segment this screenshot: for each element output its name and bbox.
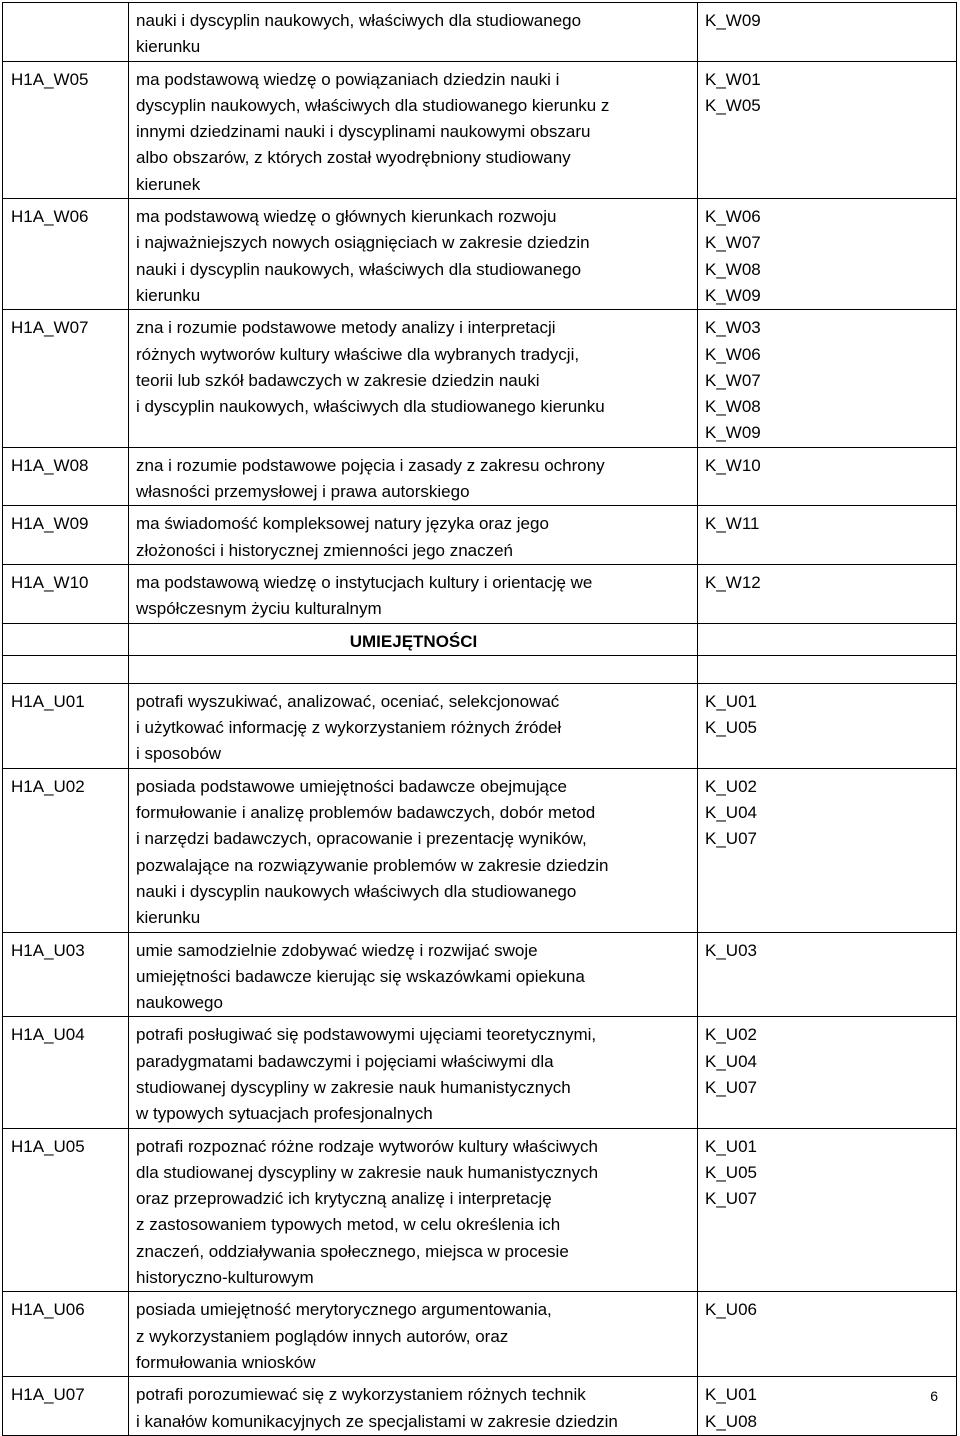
description-line: ma podstawową wiedzę o powiązaniach dziedzin nauki i [136,69,560,89]
ref-code: K_U05 [705,718,757,738]
outcome-refs [698,61,957,198]
description-line: umie samodzielnie zdobywać wiedzę i rozwijać swoje [136,940,538,960]
outcome-description [129,1292,698,1377]
description-line: nauki i dyscyplin naukowych, właściwych dla studiowanego [136,11,582,30]
ref-code: K_U01 [705,1385,757,1405]
outcome-refs [698,932,957,1017]
description-line: ma podstawową wiedzę o głównych kierunkach rozwoju [136,207,557,227]
ref-code: K_W03 [705,318,761,338]
description-line: studiowanej dyscypliny w zakresie nauk humanistycznych [136,1077,571,1097]
outcome-refs [698,3,957,62]
description-line: i narzędzi badawczych, opracowanie i prezentację wyników, [136,829,587,849]
outcome-description [129,564,698,623]
description-line: naukowego [136,993,223,1013]
table-row [3,447,957,506]
ref-code: K_U06 [705,1300,757,1320]
outcome-code: H1A_W08 [3,447,129,506]
outcome-description [129,199,698,310]
table-row [3,932,957,1017]
ref-code: K_W09 [705,11,761,30]
table-row [3,61,957,198]
description-line: kierunku [136,37,201,57]
ref-code: K_U04 [705,1051,757,1071]
ref-code: K_W09 [705,285,761,305]
outcome-refs [698,447,957,506]
description-line: teorii lub szkół badawczych w zakresie dziedzin nauki [136,370,540,390]
description-line: dyscyplin naukowych, właściwych dla studiowanego kierunku z [136,95,610,115]
outcome-code: H1A_U03 [3,932,129,1017]
outcome-description [129,1377,698,1436]
outcome-code: H1A_W07 [3,310,129,447]
table-row [3,1128,957,1292]
learning-outcomes-table [2,2,957,1436]
outcome-code: H1A_U06 [3,1292,129,1377]
table-row [3,564,957,623]
description-line: potrafi posługiwać się podstawowymi ujęciami teoretycznymi, [136,1025,597,1045]
ref-code: K_U03 [705,940,757,960]
description-line: z wykorzystaniem poglądów innych autorów, oraz [136,1326,509,1346]
ref-code: K_U08 [705,1411,757,1431]
description-line: albo obszarów, z których został wyodrębniony studiowany [136,148,571,168]
ref-code: K_U07 [705,1077,757,1097]
outcome-code: H1A_W05 [3,61,129,198]
description-line: różnych wytworów kultury właściwe dla wybranych tradycji, [136,344,580,364]
outcome-code: H1A_U01 [3,683,129,768]
outcome-code: H1A_W09 [3,506,129,565]
ref-code: K_U02 [705,1025,757,1045]
outcome-description [129,683,698,768]
description-line: złożoności i historycznej zmienności jego znaczeń [136,540,514,560]
description-line: historyczno-kulturowym [136,1268,314,1288]
table-row [3,199,957,310]
outcome-refs [698,506,957,565]
description-line: innymi dziedzinami nauki i dyscyplinami naukowymi obszaru [136,122,591,142]
table-row [3,683,957,768]
section-heading-skills: UMIEJĘTNOŚCI [129,623,698,655]
description-line: dla studiowanej dyscypliny w zakresie nauk humanistycznych [136,1162,599,1182]
outcome-code: H1A_U02 [3,768,129,932]
outcome-description [129,1017,698,1128]
ref-code: K_U07 [705,1189,757,1209]
description-line: formułowania wniosków [136,1352,316,1372]
ref-code: K_W07 [705,370,761,390]
outcome-refs [698,768,957,932]
outcome-refs [698,310,957,447]
description-line: potrafi rozpoznać różne rodzaje wytworów kultury właściwych [136,1136,599,1156]
ref-code: K_W09 [705,423,761,443]
outcome-description [129,932,698,1017]
skills-section [3,683,957,1435]
description-line: kierunku [136,908,201,928]
outcome-code [3,3,129,62]
description-line: ma świadomość kompleksowej natury języka oraz jego [136,514,549,534]
outcome-description [129,61,698,198]
description-line: umiejętności badawcze kierując się wskazówkami opiekuna [136,966,585,986]
knowledge-section [3,3,957,624]
description-line: z zastosowaniem typowych metod, w celu określenia ich [136,1215,561,1235]
description-line: nauki i dyscyplin naukowych właściwych dla studiowanego [136,881,577,901]
description-line: zna i rozumie podstawowe metody analizy i interpretacji [136,318,556,338]
outcome-code: H1A_W06 [3,199,129,310]
ref-code: K_W08 [705,397,761,417]
description-line: potrafi wyszukiwać, analizować, oceniać, selekcjonować [136,691,560,711]
description-line: i użytkować informację z wykorzystaniem różnych źródeł [136,718,562,738]
table-row [3,1292,957,1377]
table-row [3,3,957,62]
ref-code: K_W06 [705,344,761,364]
description-line: kierunku [136,285,201,305]
ref-code: K_U04 [705,803,757,823]
ref-code: K_W08 [705,259,761,279]
ref-code: K_W10 [705,455,761,475]
outcome-code: H1A_U05 [3,1128,129,1292]
description-line: formułowanie i analizę problemów badawczych, dobór metod [136,803,596,823]
ref-code: K_W05 [705,95,761,115]
outcome-code: H1A_U07 [3,1377,129,1436]
description-line: własności przemysłowej i prawa autorskiego [136,482,470,502]
ref-code: K_U01 [705,1136,757,1156]
outcome-description [129,447,698,506]
description-line: i kanałów komunikacyjnych ze specjalistami w zakresie dziedzin [136,1411,618,1431]
ref-code: K_W12 [705,572,761,592]
description-line: ma podstawową wiedzę o instytucjach kultury i orientację we [136,572,593,592]
table-row [3,768,957,932]
ref-code: K_W01 [705,69,761,89]
ref-code: K_U02 [705,776,757,796]
description-line: potrafi porozumiewać się z wykorzystaniem różnych technik [136,1385,586,1405]
outcome-refs [698,564,957,623]
outcome-description [129,310,698,447]
description-line: w typowych sytuacjach profesjonalnych [136,1104,433,1124]
description-line: paradygmatami badawczymi i pojęciami właściwymi dla [136,1051,554,1071]
description-line: nauki i dyscyplin naukowych, właściwych dla studiowanego [136,259,582,279]
ref-code: K_W11 [705,514,760,534]
skills-header-row [3,623,957,655]
ref-code: K_U01 [705,691,757,711]
description-line: pozwalające na rozwiązywanie problemów w zakresie dziedzin [136,855,609,875]
description-line: posiada umiejętność merytorycznego argumentowania, [136,1300,552,1320]
description-line: znaczeń, oddziaływania społecznego, miejsca w procesie [136,1241,569,1261]
table-row [3,1017,957,1128]
description-line: współczesnym życiu kulturalnym [136,599,382,619]
description-line: posiada podstawowe umiejętności badawcze obejmujące [136,776,567,796]
description-line: i najważniejszych nowych osiągnięciach w zakresie dziedzin [136,233,590,253]
description-line: kierunek [136,174,201,194]
description-line: i dyscyplin naukowych, właściwych dla studiowanego kierunku [136,397,605,417]
ref-code: K_U05 [705,1162,757,1182]
ref-code: K_W07 [705,233,761,253]
description-line: zna i rozumie podstawowe pojęcia i zasady z zakresu ochrony [136,455,605,475]
document-page [2,2,956,1436]
table-row [3,310,957,447]
description-line: oraz przeprowadzić ich krytyczną analizę i interpretację [136,1189,552,1209]
outcome-description [129,768,698,932]
table-row [3,506,957,565]
outcome-refs [698,199,957,310]
outcome-description [129,506,698,565]
page-number: 6 [930,1388,938,1404]
description-line: i sposobów [136,744,222,764]
table-row [3,1377,957,1436]
outcome-description [129,1128,698,1292]
ref-code: K_U07 [705,829,757,849]
outcome-description [129,3,698,62]
ref-code: K_W06 [705,207,761,227]
outcome-code: H1A_W10 [3,564,129,623]
outcome-refs [698,683,957,768]
outcome-refs [698,1377,957,1436]
outcome-refs [698,1017,957,1128]
section-spacer-row [3,655,957,683]
outcome-refs [698,1292,957,1377]
outcome-code: H1A_U04 [3,1017,129,1128]
outcome-refs [698,1128,957,1292]
